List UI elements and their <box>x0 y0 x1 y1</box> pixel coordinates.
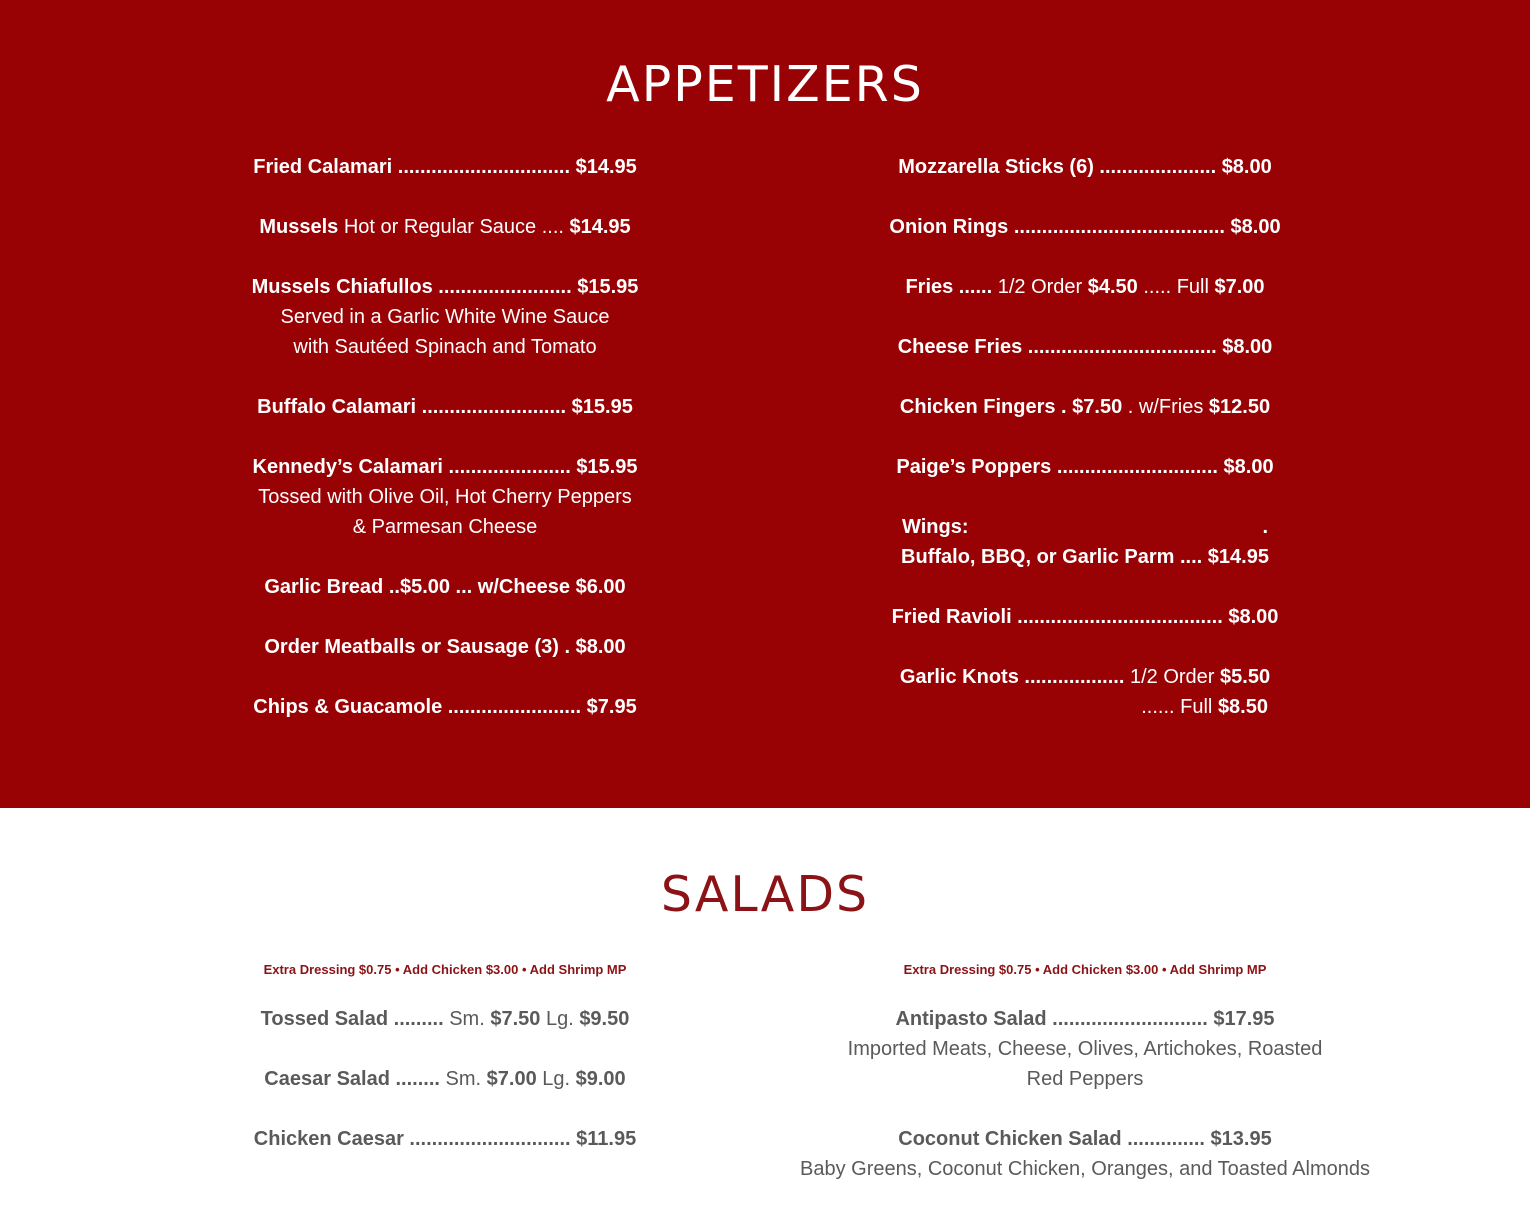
item-name: Chicken Fingers . $7.50 <box>899 396 1123 418</box>
menu-item-mussels-chiafullos <box>245 272 645 362</box>
menu-item-buffalo-calamari <box>245 392 645 422</box>
item-size-label: Lg. <box>540 1008 580 1030</box>
item-text: Buffalo, BBQ, or Garlic Parm .... $14.95 <box>901 546 1269 568</box>
menu-item-tossed-salad <box>245 1004 645 1034</box>
appetizers-left-column <box>245 152 645 752</box>
item-description: Served in a Garlic White Wine Sauce <box>280 306 610 328</box>
dot-leader: ............................... <box>392 156 576 178</box>
item-price: $7.00 <box>486 1068 537 1090</box>
menu-item-fried-calamari <box>245 152 645 182</box>
item-name: Cheese Fries <box>897 336 1023 358</box>
item-name: Fries <box>905 276 954 298</box>
salads-title: SALADS <box>660 866 870 923</box>
item-name: Onion Rings <box>889 216 1009 238</box>
menu-item-meatballs-sausage <box>245 632 645 662</box>
item-price: $15.95 <box>576 456 638 478</box>
item-size-label: Sm. <box>445 1068 487 1090</box>
item-name: Wings: <box>902 516 969 538</box>
dot-leader: ........................ <box>442 696 587 718</box>
item-price: $14.95 <box>575 156 637 178</box>
item-name: Chips & Guacamole <box>253 696 443 718</box>
dot-leader: ..................... <box>1093 156 1222 178</box>
item-price: $8.50 <box>1217 696 1268 718</box>
menu-item-fried-ravioli <box>885 602 1285 632</box>
item-description: Imported Meats, Cheese, Olives, Artichokes, Roasted <box>847 1038 1323 1060</box>
item-price: $13.95 <box>1210 1128 1272 1150</box>
dot-leader: ......... <box>388 1008 450 1030</box>
salads-section <box>0 808 1530 1184</box>
item-description: & Parmesan Cheese <box>352 516 538 538</box>
menu-item-chicken-fingers <box>885 392 1285 422</box>
item-price: $15.95 <box>571 396 633 418</box>
menu-item-kennedys-calamari <box>245 452 645 542</box>
dot-leader: ...... <box>953 276 998 298</box>
item-description: Tossed with Olive Oil, Hot Cherry Peppers <box>258 486 632 508</box>
salad-addons-note: Extra Dressing $0.75 • Add Chicken $3.00 • Add Shrimp MP <box>263 962 627 977</box>
appetizers-title: APPETIZERS <box>606 56 924 113</box>
dot-leader: ........ <box>389 1068 446 1090</box>
item-name: Antipasto Salad <box>895 1008 1047 1030</box>
item-name: Kennedy’s Calamari <box>252 456 443 478</box>
menu-item-wings <box>885 512 1285 572</box>
item-text: Order Meatballs or Sausage (3) . $8.00 <box>264 636 626 658</box>
item-size-label: Sm. <box>449 1008 491 1030</box>
item-price: $8.00 <box>1228 606 1279 628</box>
item-detail: Hot or Regular Sauce .... <box>338 216 570 238</box>
menu-item-caesar-salad <box>245 1064 645 1094</box>
item-price: $9.50 <box>579 1008 630 1030</box>
item-size-label: Lg. <box>536 1068 576 1090</box>
dot-leader: .......................... <box>416 396 572 418</box>
item-price: $15.95 <box>577 276 639 298</box>
item-price: $7.95 <box>586 696 637 718</box>
item-name: Fried Calamari <box>253 156 393 178</box>
item-description: Red Peppers <box>1026 1068 1144 1090</box>
dot-leader: ...................... <box>442 456 577 478</box>
salads-right-column <box>785 1004 1385 1214</box>
item-text: Garlic Bread ..$5.00 ... w/Cheese $6.00 <box>264 576 626 598</box>
item-name: Mozzarella Sticks (6) <box>898 156 1094 178</box>
menu-item-chicken-caesar <box>245 1124 645 1154</box>
item-name: Chicken Caesar <box>253 1128 404 1150</box>
item-price: $7.00 <box>1214 276 1265 298</box>
item-name: Buffalo Calamari <box>257 396 417 418</box>
item-price: $5.50 <box>1220 666 1271 688</box>
menu-item-fries <box>885 272 1285 302</box>
menu-item-chips-guacamole <box>245 692 645 722</box>
dot-leader: .................. <box>1018 666 1130 688</box>
item-price: $8.00 <box>1221 156 1272 178</box>
menu-item-coconut-chicken-salad <box>785 1124 1385 1184</box>
salads-left-column <box>245 1004 645 1184</box>
dot-leader: ........................ <box>432 276 578 298</box>
item-size-label: 1/2 Order <box>997 276 1088 298</box>
menu-item-mozzarella-sticks <box>885 152 1285 182</box>
item-size-label: ..... Full <box>1137 276 1215 298</box>
menu-item-paiges-poppers <box>885 452 1285 482</box>
item-price: $4.50 <box>1087 276 1138 298</box>
item-name: Tossed Salad <box>260 1008 389 1030</box>
item-price: $11.95 <box>576 1128 637 1150</box>
dot-leader: ...................................... <box>1008 216 1231 238</box>
item-price: $17.95 <box>1213 1008 1275 1030</box>
salad-addons-note: Extra Dressing $0.75 • Add Chicken $3.00 • Add Shrimp MP <box>903 962 1267 977</box>
item-description: Baby Greens, Coconut Chicken, Oranges, and Toasted Almonds <box>800 1158 1370 1180</box>
dot-leader: .............. <box>1121 1128 1211 1150</box>
dot-leader: ............................. <box>1051 456 1224 478</box>
item-name: Mussels <box>259 216 339 238</box>
item-description: with Sautéed Spinach and Tomato <box>293 336 597 358</box>
dot-leader: ..................................... <box>1011 606 1229 628</box>
dot-leader: ............................ <box>1046 1008 1214 1030</box>
item-name: Fried Ravioli <box>891 606 1012 628</box>
menu-item-garlic-knots <box>885 662 1285 722</box>
item-name: Caesar Salad <box>264 1068 390 1090</box>
menu-item-mussels <box>245 212 645 242</box>
dot-leader: .................................. <box>1022 336 1223 358</box>
item-price: $14.95 <box>569 216 631 238</box>
item-price: $8.00 <box>1223 456 1274 478</box>
item-size-label: 1/2 Order <box>1129 666 1221 688</box>
dot-leader: . <box>1262 516 1268 538</box>
item-name: Coconut Chicken Salad <box>898 1128 1122 1150</box>
menu-item-onion-rings <box>885 212 1285 242</box>
item-price: $9.00 <box>575 1068 626 1090</box>
item-name: Paige’s Poppers <box>896 456 1052 478</box>
item-name: Garlic Knots <box>899 666 1019 688</box>
dot-leader: ............................. <box>403 1128 577 1150</box>
item-price: $12.50 <box>1208 396 1271 418</box>
item-price: $8.00 <box>1222 336 1273 358</box>
menu-item-garlic-bread <box>245 572 645 602</box>
item-price: $7.50 <box>490 1008 541 1030</box>
item-name: Mussels Chiafullos <box>251 276 433 298</box>
item-size-label: ...... Full <box>1141 696 1218 718</box>
menu-item-antipasto-salad <box>785 1004 1385 1094</box>
item-price: $8.00 <box>1230 216 1281 238</box>
item-size-label: . w/Fries <box>1122 396 1209 418</box>
menu-item-cheese-fries <box>885 332 1285 362</box>
appetizers-right-column <box>885 152 1285 752</box>
